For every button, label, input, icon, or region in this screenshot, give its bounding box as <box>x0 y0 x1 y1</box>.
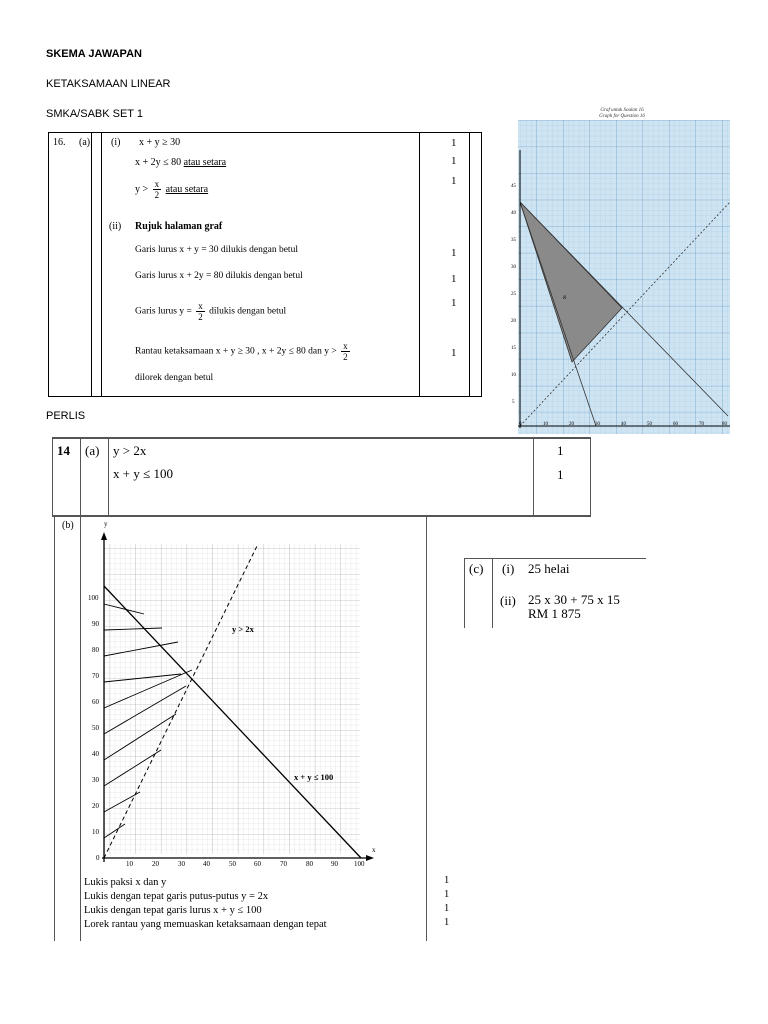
q14b-crit-3: Lukis dengan tepat garis lurus x + y ≤ 100 <box>84 905 262 916</box>
graph-q14-y-ticks: 0 10 20 30 40 50 60 70 80 90 100 <box>88 594 100 862</box>
q16-ii-title: Rujuk halaman graf <box>135 221 223 232</box>
q16-mark-1: 1 <box>451 137 457 149</box>
q16-ii-line4: Rantau ketaksamaan x + y ≥ 30 , x + 2y ≤ 80 dan y > $\frac{x}{2}$ <box>135 341 348 362</box>
q14-part-c: (c) <box>469 561 484 576</box>
graph-q16 <box>510 106 734 436</box>
q16-mark-6: 1 <box>451 297 457 309</box>
graph-q14-x-label: x <box>372 846 376 854</box>
q16-mark-4: 1 <box>451 247 457 259</box>
graph-q16-x-ticks: 0 10 20 30 40 50 60 70 80 <box>519 422 727 427</box>
q14a-mark-1: 1 <box>557 443 564 458</box>
q14a-mark-2: 1 <box>557 467 564 482</box>
q14c-block <box>464 558 646 628</box>
q14-part-b: (b) <box>62 520 74 531</box>
q14b-crit-4: Lorek rantau yang memuaskan ketaksamaan dengan tepat <box>84 919 327 930</box>
q16-sub-i: (i) <box>111 137 121 148</box>
q14a-table <box>52 437 591 517</box>
q16-ii-line1: Garis lurus x + y = 30 dilukis dengan betul <box>135 245 298 255</box>
q16-table <box>48 132 482 397</box>
graph-q16-region-label: R <box>563 296 567 301</box>
q16-number: 16. <box>53 137 66 148</box>
q16-mark-3: 1 <box>451 175 457 187</box>
graph-q14-y-label: y <box>104 520 108 528</box>
q14c-sub-ii: (ii) <box>500 593 516 608</box>
q14b-crit-2: Lukis dengan tepat garis putus-putus y = 2x <box>84 891 269 902</box>
q16-ineq-3: y > $\frac{x}{2}$ atau setara <box>135 179 209 200</box>
graph-q16-caption: Graf untuk Soalan 16 Graph for Question 16 <box>599 108 645 119</box>
q16-sub-ii: (ii) <box>109 221 122 232</box>
q14b-criteria <box>84 876 327 932</box>
q16-ii-line2: Garis lurus x + 2y = 80 dilukis dengan betul <box>135 271 303 281</box>
graph-q16-y-ticks: 5 10 15 20 25 30 35 40 45 <box>511 184 516 405</box>
q14c-ii-text: 25 x 30 + 75 x 15 RM 1 875 <box>528 592 620 621</box>
section-perlis-heading: PERLIS <box>46 410 86 422</box>
page-title: SKEMA JAWAPAN <box>46 48 142 60</box>
q14b-block <box>54 516 464 941</box>
q16-part-a: (a) <box>79 137 91 148</box>
q14-number: 14 <box>57 443 70 458</box>
q16-ineq-2: x + 2y ≤ 80 atau setara <box>135 157 227 168</box>
q16-mark-7: 1 <box>451 347 457 359</box>
q16-ineq-1: x + y ≥ 30 <box>139 137 181 148</box>
q14-part-a: (a) <box>85 443 100 458</box>
q16-mark-2: 1 <box>451 155 457 167</box>
q14b-crit-1: Lukis paksi x dan y <box>84 877 167 888</box>
graph-q14-x-ticks: 10 20 30 40 50 60 70 80 90 100 <box>126 860 365 868</box>
q14b-crit-marks: 1 1 1 1 <box>444 875 450 928</box>
graph-q14-label-solid: x + y ≤ 100 <box>294 772 334 782</box>
topic-heading: KETAKSAMAAN LINEAR <box>46 78 171 90</box>
graph-q14-label-dashed: y > 2x <box>232 624 254 634</box>
q16-mark-5: 1 <box>451 273 457 285</box>
q14c-i-text: 25 helai <box>528 561 570 576</box>
q16-ii-line3: Garis lurus y = $\frac{x}{2}$ dilukis dengan betul <box>135 301 287 322</box>
q14a-line1: y > 2x <box>113 443 147 458</box>
set-heading: SMKA/SABK SET 1 <box>46 108 144 120</box>
q16-ii-line5: dilorek dengan betul <box>135 373 214 383</box>
q14a-line2: x + y ≤ 100 <box>113 466 173 481</box>
q14c-sub-i: (i) <box>502 561 515 576</box>
